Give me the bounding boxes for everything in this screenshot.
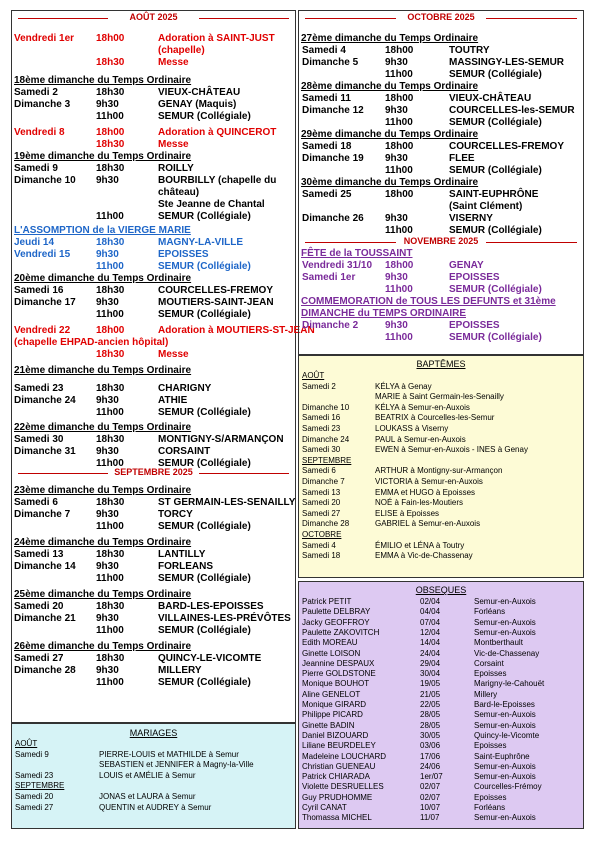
- date-label: Samedi 2: [302, 381, 336, 391]
- obseques-place: Semur-en-Auxois: [474, 813, 536, 823]
- obseques-place: Semur-en-Auxois: [474, 772, 536, 782]
- place-label: MILLERY: [158, 665, 202, 676]
- day-label: Samedi 4: [302, 45, 346, 56]
- day-label: Dimanche 28: [14, 665, 76, 676]
- section-heading-text: 19ème dimanche du Temps Ordinaire: [14, 151, 192, 162]
- place-label: VISERNY: [449, 213, 493, 224]
- place-label: SEMUR (Collégiale): [158, 677, 251, 688]
- month-subheading-text: OCTOBRE: [302, 530, 342, 539]
- day-label: Samedi 2: [14, 87, 58, 98]
- time-label: 9h30: [96, 395, 119, 406]
- place-label: BARD-LES-EPOISSES: [158, 601, 264, 612]
- obseques-name: Monique GIRARD: [302, 700, 367, 709]
- day-label: Vendredi 1er: [14, 33, 75, 44]
- obseques-name: Madeleine LOUCHARD: [302, 751, 387, 761]
- obseques-date: 28/05: [420, 710, 441, 720]
- obseques-date: 17/06: [420, 751, 441, 761]
- baptemes-box: [298, 355, 584, 578]
- day-label: Dimanche 19: [302, 153, 364, 164]
- place-label: SEMUR (Collégiale): [449, 165, 542, 176]
- place-label: SEMUR (Collégiale): [158, 407, 251, 418]
- time-label: 9h30: [96, 613, 119, 624]
- day-label: Dimanche 17: [14, 297, 76, 308]
- day-label: (chapelle EHPAD-ancien hôpital): [14, 337, 169, 348]
- place-label: SEMUR (Collégiale): [158, 458, 251, 469]
- date-label: Samedi 4: [302, 540, 336, 550]
- obseques-date: 24/06: [420, 761, 441, 771]
- entry-label: LOUIS et AMÉLIE à Semur: [99, 770, 196, 780]
- month-subheading-text: AOÛT: [302, 371, 325, 380]
- place-label: CHARIGNY: [158, 383, 212, 394]
- place-label: Adoration à MOUTIERS-ST-JEAN: [158, 325, 315, 336]
- place-label: Ste Jeanne de Chantal: [158, 199, 265, 210]
- date-label: Dimanche 10: [302, 402, 350, 412]
- entry-label: ARTHUR à Montigny-sur-Armançon: [375, 466, 503, 476]
- place-label: EPOISSES: [449, 272, 500, 283]
- time-label: 18h30: [96, 653, 125, 664]
- day-label: Samedi 27: [14, 653, 64, 664]
- entry-label: ELISE à Epoisses: [375, 508, 440, 518]
- obseques-name: Cyril CANAT: [302, 803, 347, 812]
- time-label: 11h00: [96, 261, 124, 272]
- place-label: EPOISSES: [449, 320, 500, 331]
- time-label: 9h30: [96, 509, 119, 520]
- month-subheading-text: SEPTEMBRE: [302, 455, 352, 465]
- entry-label: SEBASTIEN et JENNIFER à Magny-la-Ville: [99, 760, 254, 770]
- day-label: Jeudi 14: [14, 237, 55, 248]
- entry-label: BEATRIX à Courcelles-les-Semur: [375, 413, 495, 423]
- day-label: Samedi 6: [14, 497, 58, 508]
- obseques-date: 10/07: [420, 803, 441, 812]
- obseques-date: 29/04: [420, 658, 441, 668]
- time-label: 11h00: [96, 309, 124, 320]
- time-label: 9h30: [96, 665, 119, 676]
- month-subheading-text: AOÛT: [15, 739, 38, 748]
- obseques-name: Edith MOREAU: [302, 638, 358, 648]
- obseques-name: Aline GENELOT: [302, 689, 361, 699]
- place-label: COURCELLES-FREMOY: [158, 285, 273, 296]
- section-heading-text: 30ème dimanche du Temps Ordinaire: [301, 177, 479, 188]
- obseques-box: [298, 581, 584, 829]
- day-label: Dimanche 14: [14, 561, 76, 572]
- obseques-name: Ginette BADIN: [302, 720, 355, 730]
- section-heading-text: L'ASSOMPTION de la VIERGE MARIE: [14, 225, 191, 236]
- date-label: Samedi 6: [302, 466, 336, 476]
- time-label: 9h30: [385, 153, 408, 164]
- month-header-novembre: NOVEMBRE 2025: [299, 236, 583, 248]
- place-label: ST GERMAIN-LES-SENAILLY: [158, 497, 296, 508]
- place-label: EPOISSES: [158, 249, 209, 260]
- time-label: 11h00: [385, 284, 413, 295]
- obseques-date: 28/05: [420, 720, 441, 730]
- date-label: Samedi 20: [302, 498, 341, 508]
- place-label: Adoration à QUINCEROT: [158, 127, 277, 138]
- obseques-date: 07/04: [420, 617, 441, 627]
- date-label: Samedi 30: [302, 445, 341, 455]
- time-label: 18h00: [385, 260, 414, 271]
- obseques-name: Patrick CHIARADA: [302, 772, 371, 782]
- obseques-place: Semur-en-Auxois: [474, 597, 536, 606]
- obseques-name: Guy PRUDHOMME: [302, 792, 373, 802]
- place-label: MOUTIERS-SAINT-JEAN: [158, 297, 274, 308]
- time-label: 11h00: [96, 458, 124, 469]
- time-label: 11h00: [385, 69, 413, 80]
- obseques-name: Christian GUENEAU: [302, 761, 376, 771]
- section-heading-text: 26ème dimanche du Temps Ordinaire: [14, 641, 192, 652]
- obseques-place: Saint-Euphrône: [474, 751, 530, 761]
- day-label: Dimanche 3: [14, 99, 71, 110]
- place-label: Messe: [158, 57, 189, 68]
- time-label: 18h30: [96, 549, 125, 560]
- time-label: 18h00: [385, 45, 414, 56]
- place-label: Messe: [158, 349, 189, 360]
- day-label: Samedi 23: [14, 383, 64, 394]
- entry-label: QUENTIN et AUDREY à Semur: [99, 802, 212, 812]
- obseques-name: Patrick PETIT: [302, 597, 352, 606]
- obseques-place: Bard-le-Epoisses: [474, 700, 535, 709]
- day-label: Samedi 20: [14, 601, 64, 612]
- place-label: FLEE: [449, 153, 475, 164]
- time-label: 18h00: [385, 93, 414, 104]
- obseques-place: Epoisses: [474, 669, 507, 679]
- day-label: Dimanche 31: [14, 446, 76, 457]
- entry-label: MARIE à Saint Germain-les-Senailly: [375, 392, 504, 402]
- place-label: GENAY (Maquis): [158, 99, 237, 110]
- time-label: 18h30: [96, 237, 125, 248]
- place-label: SEMUR (Collégiale): [158, 111, 251, 122]
- obseques-name: Philippe PICARD: [302, 710, 363, 720]
- time-label: 18h30: [96, 57, 125, 68]
- obseques-name: Liliane BEURDELEY: [302, 741, 376, 751]
- time-label: 9h30: [96, 297, 119, 308]
- entry-label: VICTORIA à Semur-en-Auxois: [375, 477, 483, 486]
- time-label: 9h30: [385, 320, 408, 331]
- day-label: Samedi 16: [14, 285, 64, 296]
- date-label: Samedi 23: [15, 770, 54, 780]
- day-label: Vendredi 8: [14, 127, 65, 138]
- obseques-place: Vic-de-Chassenay: [474, 648, 540, 658]
- day-label: Dimanche 24: [14, 395, 76, 406]
- obseques-name: Ginette LOISON: [302, 648, 361, 658]
- place-label: MAGNY-LA-VILLE: [158, 237, 243, 248]
- section-heading-text: 28ème dimanche du Temps Ordinaire: [301, 81, 479, 92]
- time-label: 11h00: [96, 407, 124, 418]
- place-label: SAINT-EUPHRÔNE: [449, 189, 539, 200]
- place-label: VILLAINES-LES-PRÉVÔTES: [158, 613, 291, 624]
- obseques-title: OBSEQUES: [415, 585, 467, 595]
- time-label: 9h30: [385, 272, 408, 283]
- date-label: Samedi 9: [15, 749, 49, 759]
- time-label: 9h30: [385, 57, 408, 68]
- place-label: SEMUR (Collégiale): [158, 573, 251, 584]
- day-label: Samedi 9: [14, 163, 58, 174]
- place-label: SEMUR (Collégiale): [449, 117, 542, 128]
- time-label: 11h00: [96, 677, 124, 688]
- time-label: 9h30: [96, 175, 119, 186]
- entry-label: ÉMILIO et LÉNA à Toutry: [375, 540, 465, 550]
- date-label: Samedi 27: [15, 802, 54, 812]
- obseques-name: Paulette DELBRAY: [302, 607, 371, 617]
- baptemes-title: BAPTÊMES: [416, 359, 466, 369]
- left-column: [11, 10, 315, 723]
- obseques-date: 04/04: [420, 607, 441, 617]
- day-label: Samedi 18: [302, 141, 352, 152]
- obseques-place: Semur-en-Auxois: [474, 617, 536, 627]
- day-label: Vendredi 15: [14, 249, 71, 260]
- right-column: [298, 10, 584, 355]
- place-label: (Saint Clément): [449, 201, 523, 212]
- section-heading-text: FÊTE de la TOUSSAINT: [301, 248, 413, 259]
- place-label: MASSINGY-LES-SEMUR: [449, 57, 565, 68]
- day-label: Dimanche 7: [14, 509, 71, 520]
- place-label: SEMUR (Collégiale): [449, 69, 542, 80]
- month-header-aout: AOÛT 2025: [12, 12, 295, 24]
- place-label: COURCELLES-FREMOY: [449, 141, 564, 152]
- place-label: FORLEANS: [158, 561, 213, 572]
- day-label: Samedi 11: [302, 93, 351, 104]
- obseques-place: Semur-en-Auxois: [474, 761, 536, 771]
- obseques-place: Semur-en-Auxois: [474, 720, 536, 730]
- day-label: Samedi 13: [14, 549, 64, 560]
- day-label: Vendredi 22: [14, 325, 71, 336]
- obseques-date: 12/04: [420, 627, 441, 637]
- time-label: 11h00: [385, 117, 413, 128]
- place-label: CORSAINT: [158, 446, 211, 457]
- obseques-date: 21/05: [420, 689, 441, 699]
- time-label: 18h30: [96, 87, 125, 98]
- entry-label: NOÉ à Fain-les-Moutiers: [375, 498, 464, 508]
- time-label: 18h00: [96, 325, 125, 336]
- obseques-place: Marigny-le-Cahouët: [474, 679, 545, 689]
- obseques-date: 19/05: [420, 679, 441, 689]
- section-heading-text: COMMEMORATION de TOUS LES DEFUNTS et 31ème: [301, 296, 556, 307]
- time-label: 18h00: [96, 127, 125, 138]
- day-label: Dimanche 21: [14, 613, 76, 624]
- section-heading-text: 21ème dimanche du Temps Ordinaire: [14, 365, 192, 376]
- entry-label: EMMA à Vic-de-Chassenay: [375, 551, 473, 561]
- time-label: 11h00: [96, 521, 124, 532]
- entry-label: PIERRE-LOUIS et MATHILDE à Semur: [99, 749, 239, 759]
- time-label: 9h30: [96, 249, 119, 260]
- date-label: Samedi 16: [302, 413, 341, 423]
- place-label: SEMUR (Collégiale): [158, 261, 251, 272]
- section-heading-text: 27ème dimanche du Temps Ordinaire: [301, 33, 479, 44]
- section-heading-text: DIMANCHE du TEMPS ORDINAIRE: [301, 308, 466, 319]
- place-label: GENAY: [449, 260, 484, 271]
- date-label: Samedi 27: [302, 508, 341, 518]
- place-label: VIEUX-CHÂTEAU: [158, 87, 241, 98]
- section-heading-text: 23ème dimanche du Temps Ordinaire: [14, 485, 192, 496]
- obseques-name: Paulette ZAKOVITCH: [302, 627, 380, 637]
- obseques-date: 02/04: [420, 597, 441, 606]
- month-header-octobre: OCTOBRE 2025: [299, 12, 583, 24]
- obseques-name: Pierre GOLDSTONE: [302, 669, 376, 679]
- time-label: 18h30: [96, 349, 125, 360]
- place-label: SEMUR (Collégiale): [158, 625, 251, 636]
- day-label: Samedi 30: [14, 434, 64, 445]
- obseques-place: Courcelles-Frémoy: [474, 782, 542, 792]
- date-label: Samedi 23: [302, 424, 341, 433]
- entry-label: EMMA et HUGO à Epoisses: [375, 487, 476, 497]
- time-label: 9h30: [96, 99, 119, 110]
- time-label: 11h00: [385, 165, 413, 176]
- obseques-date: 11/07: [420, 813, 440, 823]
- obseques-date: 24/04: [420, 648, 441, 658]
- place-label: LANTILLY: [158, 549, 206, 560]
- obseques-name: Violette DESRUELLES: [302, 782, 384, 792]
- date-label: Samedi 20: [15, 792, 54, 801]
- time-label: 18h00: [385, 189, 414, 200]
- month-header-septembre: SEPTEMBRE 2025: [12, 467, 295, 479]
- date-label: Dimanche 24: [302, 434, 350, 444]
- place-label: VIEUX-CHÂTEAU: [449, 93, 532, 104]
- time-label: 18h30: [96, 434, 125, 445]
- obseques-name: Thomassa MICHEL: [302, 813, 372, 823]
- time-label: 11h00: [96, 573, 124, 584]
- obseques-date: 30/04: [420, 669, 441, 679]
- obseques-place: Montberthault: [474, 638, 523, 648]
- obseques-date: 1er/07: [420, 772, 443, 782]
- time-label: 18h30: [96, 383, 125, 394]
- time-label: 9h30: [96, 446, 119, 457]
- obseques-name: Daniel BIZOUARD: [302, 730, 369, 740]
- place-label: COURCELLES-les-SEMUR: [449, 105, 575, 116]
- place-label: SEMUR (Collégiale): [158, 309, 251, 320]
- place-label: TOUTRY: [449, 45, 490, 56]
- time-label: 18h00: [385, 141, 414, 152]
- time-label: 11h00: [96, 211, 124, 222]
- time-label: 18h30: [96, 497, 125, 508]
- place-label: MONTIGNY-S/ARMANÇON: [158, 434, 284, 445]
- day-label: Dimanche 5: [302, 57, 359, 68]
- day-label: Dimanche 10: [14, 175, 76, 186]
- place-label: château): [158, 187, 200, 198]
- mariages-box: [11, 723, 296, 829]
- obseques-name: Monique BOUHOT: [302, 679, 370, 689]
- obseques-name: Jeannine DESPAUX: [302, 658, 375, 668]
- obseques-place: Semur-en-Auxois: [474, 710, 536, 720]
- place-label: QUINCY-LE-VICOMTE: [158, 653, 262, 664]
- obseques-date: 02/07: [420, 782, 441, 792]
- place-label: SEMUR (Collégiale): [449, 284, 542, 295]
- entry-label: KÉLYA à Genay: [375, 381, 432, 391]
- time-label: 11h00: [385, 332, 413, 343]
- obseques-place: Epoisses: [474, 741, 507, 751]
- place-label: BOURBILLY (chapelle du: [158, 175, 277, 186]
- time-label: 18h30: [96, 285, 125, 296]
- day-label: Samedi 1er: [302, 272, 356, 283]
- section-heading-text: 24ème dimanche du Temps Ordinaire: [14, 537, 192, 548]
- place-label: (chapelle): [158, 45, 205, 56]
- time-label: 9h30: [385, 213, 408, 224]
- time-label: 11h00: [96, 625, 124, 636]
- day-label: Dimanche 2: [302, 320, 359, 331]
- time-label: 11h00: [96, 111, 124, 122]
- obseques-name: Jacky GEOFFROY: [302, 617, 370, 627]
- entry-label: PAUL à Semur-en-Auxois: [375, 434, 466, 444]
- obseques-place: Semur-en-Auxois: [474, 627, 536, 637]
- date-label: Dimanche 28: [302, 519, 350, 529]
- date-label: Samedi 13: [302, 487, 341, 497]
- place-label: SEMUR (Collégiale): [158, 211, 251, 222]
- obseques-date: 03/06: [420, 741, 441, 751]
- time-label: 18h30: [96, 163, 125, 174]
- obseques-place: Forléans: [474, 607, 506, 617]
- section-heading-text: 20ème dimanche du Temps Ordinaire: [14, 273, 192, 284]
- day-label: Vendredi 31/10: [302, 260, 373, 271]
- section-heading-text: 22ème dimanche du Temps Ordinaire: [14, 422, 192, 433]
- date-label: Dimanche 7: [302, 477, 345, 486]
- place-label: SEMUR (Collégiale): [158, 521, 251, 532]
- obseques-date: 14/04: [420, 638, 441, 648]
- entry-label: LOUKASS à Viserny: [375, 424, 449, 433]
- place-label: SEMUR (Collégiale): [449, 332, 542, 343]
- date-label: Samedi 18: [302, 551, 341, 561]
- time-label: 18h30: [96, 601, 125, 612]
- obseques-place: Epoisses: [474, 792, 507, 802]
- section-heading-text: 29ème dimanche du Temps Ordinaire: [301, 129, 479, 140]
- place-label: ROILLY: [158, 163, 194, 174]
- obseques-date: 02/07: [420, 792, 441, 802]
- section-heading-text: 18ème dimanche du Temps Ordinaire: [14, 75, 192, 86]
- obseques-place: Quincy-le-Vicomte: [474, 730, 540, 740]
- entry-label: EWEN à Semur-en-Auxois - INES à Genay: [375, 445, 528, 455]
- entry-label: GABRIEL à Semur-en-Auxois: [375, 519, 481, 529]
- place-label: SEMUR (Collégiale): [449, 225, 542, 236]
- obseques-date: 30/05: [420, 730, 441, 740]
- time-label: 18h00: [96, 33, 125, 44]
- obseques-place: Corsaint: [474, 658, 504, 668]
- place-label: TORCY: [158, 509, 193, 520]
- day-label: Dimanche 26: [302, 213, 364, 224]
- entry-label: JONAS et LAURA à Semur: [99, 792, 196, 801]
- day-label: Dimanche 12: [302, 105, 364, 116]
- section-heading-text: 25ème dimanche du Temps Ordinaire: [14, 589, 192, 600]
- obseques-place: Millery: [474, 689, 498, 699]
- month-subheading-text: SEPTEMBRE: [15, 781, 65, 791]
- obseques-date: 22/05: [420, 700, 441, 709]
- place-label: Adoration à SAINT-JUST: [158, 33, 275, 44]
- day-label: Samedi 25: [302, 189, 352, 200]
- time-label: 18h30: [96, 139, 125, 150]
- time-label: 9h30: [96, 561, 119, 572]
- time-label: 11h00: [385, 225, 413, 236]
- entry-label: KÉLYA à Semur-en-Auxois: [375, 402, 470, 412]
- mariages-title: MARIAGES: [129, 728, 178, 738]
- place-label: ATHIE: [158, 395, 188, 406]
- time-label: 9h30: [385, 105, 408, 116]
- place-label: Messe: [158, 139, 189, 150]
- obseques-place: Forléans: [474, 803, 506, 812]
